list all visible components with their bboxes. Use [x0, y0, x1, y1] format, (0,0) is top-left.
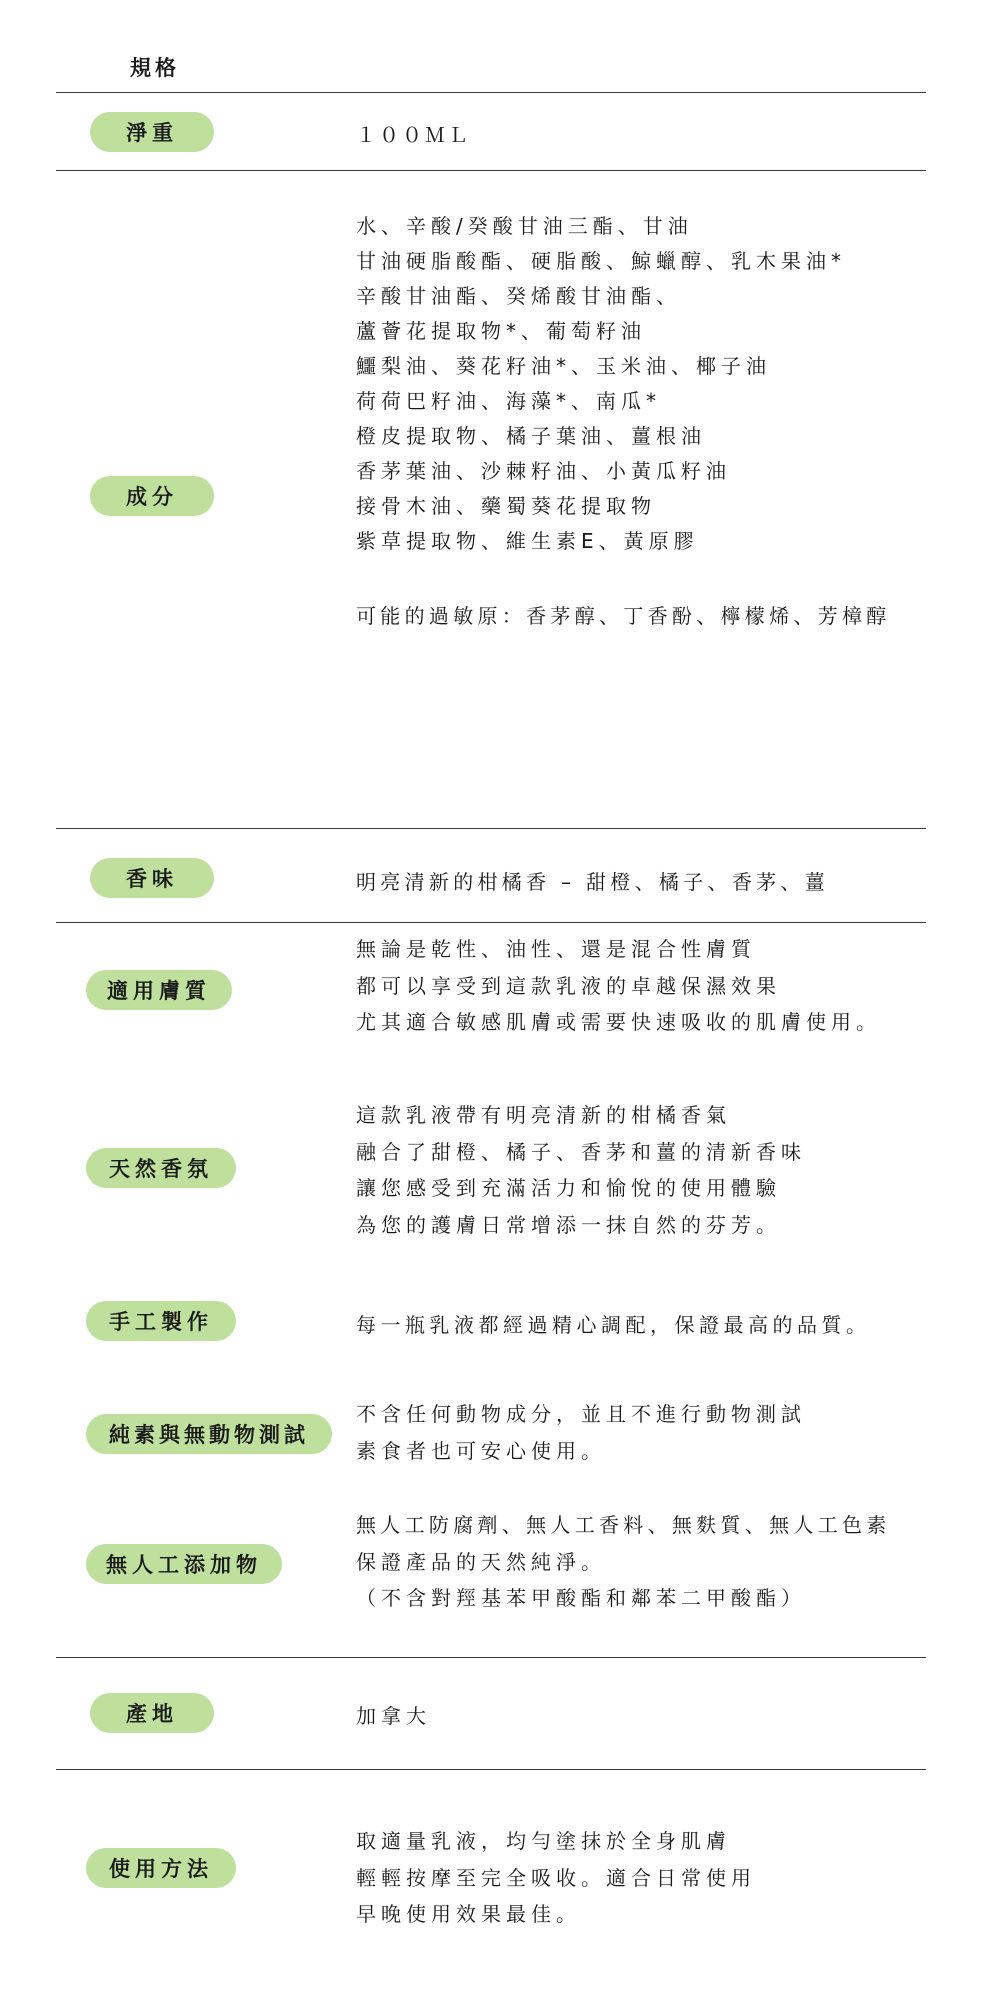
skin-type-label: 適用膚質	[86, 970, 232, 1010]
text-line: 早晚使用效果最佳。	[356, 1902, 581, 1926]
ingredients-list	[356, 209, 846, 559]
no-additives-label: 無人工添加物	[86, 1544, 282, 1584]
origin-label: 產地	[90, 1693, 214, 1733]
text-line: 素食者也可安心使用。	[356, 1438, 606, 1463]
ingredient-line: 蘆薈花提取物*、葡萄籽油	[356, 319, 646, 343]
divider	[56, 828, 926, 829]
text-line: 這款乳液帶有明亮清新的柑橘香氣	[356, 1103, 731, 1127]
text-line: 為您的護膚日常增添一抹自然的芬芳。	[356, 1212, 781, 1237]
spec-title: 規格	[130, 56, 180, 80]
divider	[56, 92, 926, 93]
text-line: 讓您感受到充滿活力和愉悅的使用體驗	[356, 1176, 781, 1200]
skin-type-text	[356, 931, 881, 1041]
vegan-label: 純素與無動物測試	[86, 1414, 332, 1454]
net-weight-value: １００ＭＬ	[356, 123, 471, 147]
ingredient-line: 鱷梨油、葵花籽油*、玉米油、椰子油	[356, 354, 771, 378]
ingredient-line: 橙皮提取物、橘子葉油、薑根油	[356, 424, 706, 448]
usage-text	[356, 1823, 756, 1933]
text-line: 不含任何動物成分，並且不進行動物測試	[356, 1402, 806, 1426]
scent-value: 明亮清新的柑橘香 – 甜橙、橘子、香茅、薑	[356, 870, 830, 894]
divider	[56, 922, 926, 923]
net-weight-label: 淨重	[90, 112, 214, 152]
handmade-text: 每一瓶乳液都經過精心調配，保證最高的品質。	[356, 1313, 871, 1337]
ingredient-line: 甘油硬脂酸酯、硬脂酸、鯨蠟醇、乳木果油*	[356, 249, 846, 273]
ingredient-line: 香茅葉油、沙棘籽油、小黃瓜籽油	[356, 459, 731, 483]
no-additives-text	[356, 1507, 891, 1617]
text-line: 尤其適合敏感肌膚或需要快速吸收的肌膚使用。	[356, 1010, 881, 1034]
divider	[56, 1657, 926, 1658]
handmade-label: 手工製作	[86, 1301, 236, 1341]
text-line: （不含對羥基苯甲酸酯和鄰苯二甲酸酯）	[356, 1586, 806, 1610]
allergens-text: 可能的過敏原：香茅醇、丁香酚、檸檬烯、芳樟醇	[356, 604, 891, 628]
text-line: 輕輕按摩至完全吸收。適合日常使用	[356, 1865, 756, 1890]
vegan-text	[356, 1396, 806, 1469]
ingredient-line: 水、辛酸/癸酸甘油三酯、甘油	[356, 214, 693, 238]
divider	[56, 170, 926, 171]
text-line: 無人工防腐劑、無人工香料、無麩質、無人工色素	[356, 1513, 891, 1537]
scent-label: 香味	[90, 858, 214, 898]
text-line: 保證產品的天然純淨。	[356, 1549, 606, 1574]
text-line: 融合了甜橙、橘子、香茅和薑的清新香味	[356, 1139, 806, 1164]
text-line: 取適量乳液，均勻塗抹於全身肌膚	[356, 1829, 731, 1853]
ingredient-line: 紫草提取物、維生素E、黃原膠	[356, 529, 699, 553]
ingredients-label: 成分	[90, 476, 214, 516]
usage-label: 使用方法	[86, 1848, 236, 1888]
origin-value: 加拿大	[356, 1704, 431, 1728]
ingredient-line: 荷荷巴籽油、海藻*、南瓜*	[356, 389, 661, 413]
ingredient-line: 接骨木油、藥蜀葵花提取物	[356, 494, 656, 518]
natural-scent-label: 天然香氛	[86, 1148, 236, 1188]
natural-scent-text	[356, 1097, 806, 1243]
divider	[56, 1769, 926, 1770]
text-line: 無論是乾性、油性、還是混合性膚質	[356, 937, 756, 961]
text-line: 都可以享受到這款乳液的卓越保濕效果	[356, 973, 781, 998]
ingredient-line: 辛酸甘油酯、癸烯酸甘油酯、	[356, 284, 681, 308]
